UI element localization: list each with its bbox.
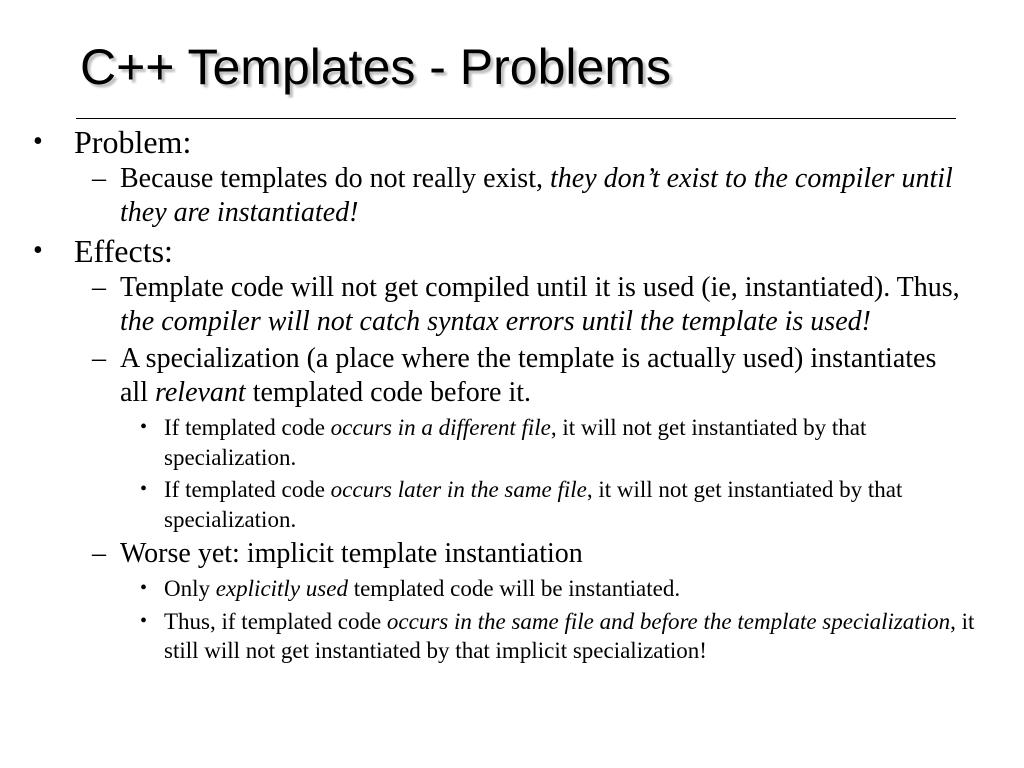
text-run: templated code will be instantiated. bbox=[347, 576, 681, 601]
text-run: Because templates do not really exist, bbox=[120, 163, 550, 194]
bullet-label: Effects: bbox=[74, 233, 173, 269]
bullet-label: Problem: bbox=[74, 124, 192, 160]
sub-bullet-not-compiled bbox=[0, 271, 1024, 339]
text-run: , it will not get instantiated by that specialization. bbox=[164, 415, 867, 470]
sub-sub-bullet-later-same-file bbox=[0, 475, 1024, 534]
text-run: If templated code bbox=[164, 477, 331, 502]
text-run: A specialization (a place where the template is actually used) instantiates all bbox=[120, 343, 937, 408]
text-run: , it will not get instantiated by that specialization. bbox=[164, 477, 903, 532]
text-run: Worse yet: implicit template instantiation bbox=[120, 538, 583, 569]
sub-bullet-implicit-instantiation bbox=[0, 537, 1024, 571]
bullet-marker: • bbox=[33, 235, 43, 266]
title-divider bbox=[76, 118, 956, 119]
emphasis-text: relevant bbox=[155, 377, 246, 408]
slide-title: C++ Templates - Problems bbox=[80, 39, 671, 95]
bullet-marker: • bbox=[140, 577, 148, 599]
text-run: , it still will not get instantiated by that implicit specialization! bbox=[164, 608, 975, 663]
emphasis-text: occurs in the same file and before the template specialization bbox=[386, 608, 951, 634]
dash-marker: – bbox=[92, 538, 106, 569]
sub-sub-bullet-same-file-before bbox=[0, 607, 1024, 666]
dash-marker: – bbox=[92, 343, 106, 374]
sub-bullet-specialization bbox=[0, 342, 1024, 410]
emphasis-text: occurs in a different file bbox=[330, 415, 551, 440]
sub-sub-bullet-different-file bbox=[0, 413, 1024, 472]
emphasis-text: the compiler will not catch syntax errors until the template is used! bbox=[120, 306, 871, 337]
emphasis-text: explicitly used bbox=[215, 576, 348, 601]
bullet-marker: • bbox=[140, 609, 148, 632]
emphasis-text: they don’t exist to the compiler until they are instantiated! bbox=[120, 163, 953, 228]
dash-marker: – bbox=[92, 272, 106, 303]
text-run: Thus, if templated code bbox=[164, 608, 387, 634]
emphasis-text: occurs later in the same file bbox=[330, 477, 587, 502]
text-run: Only bbox=[164, 576, 216, 601]
text-run: templated code before it. bbox=[245, 377, 532, 408]
text-run: If templated code bbox=[164, 415, 331, 440]
text-run: Template code will not get compiled until it is used (ie, instantiated). Thus, bbox=[120, 272, 960, 303]
sub-bullet-templates-not-exist bbox=[0, 162, 1024, 230]
bullet-marker: • bbox=[140, 416, 148, 438]
bullet-marker: • bbox=[33, 126, 43, 157]
slide-body bbox=[0, 124, 1024, 669]
sub-sub-bullet-explicitly-used bbox=[0, 574, 1024, 604]
bullet-problem bbox=[0, 124, 1024, 160]
bullet-effects bbox=[0, 233, 1024, 269]
dash-marker: – bbox=[92, 163, 106, 194]
bullet-marker: • bbox=[140, 478, 148, 500]
